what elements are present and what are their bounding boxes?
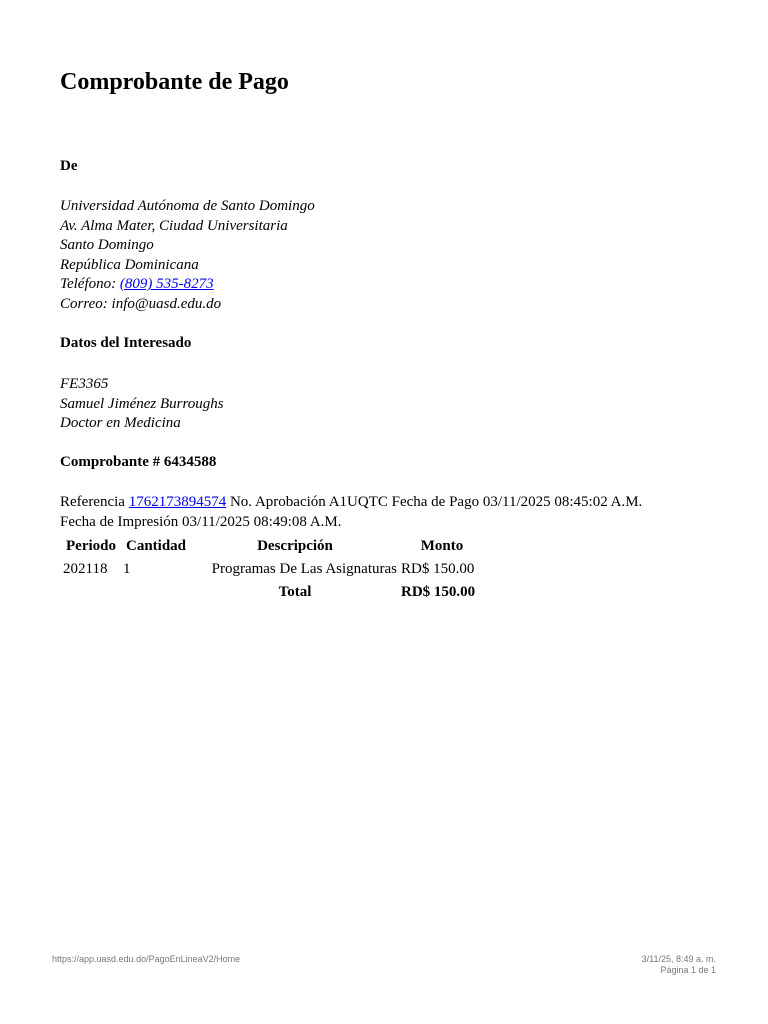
reference-line xyxy=(60,493,720,513)
header-monto: Monto xyxy=(420,538,464,554)
items-table xyxy=(60,534,486,605)
student-code: FE3365 xyxy=(60,376,109,392)
header-descripcion: Descripción xyxy=(257,538,333,554)
total-value: RD$ 150.00 xyxy=(401,584,476,600)
reference-label: Referencia xyxy=(60,494,129,510)
student-program: Doctor en Medicina xyxy=(60,415,181,431)
issuer-name: Universidad Autónoma de Santo Domingo xyxy=(60,198,315,214)
footer-page-number: Página 1 de 1 xyxy=(660,965,716,975)
table-row xyxy=(62,559,484,580)
total-label: Total xyxy=(278,584,312,600)
cell-periodo: 202118 xyxy=(63,561,108,577)
issuer-city: Santo Domingo xyxy=(60,237,154,253)
cell-monto: RD$ 150.00 xyxy=(401,561,475,577)
footer-datetime: 3/11/25, 8:49 a. m. xyxy=(641,954,716,964)
total-row xyxy=(62,582,484,603)
interested-heading: Datos del Interesado xyxy=(60,335,192,351)
approval-and-payment-date: No. Aprobación A1UQTC Fecha de Pago 03/11/2025 08:45:02 A.M. xyxy=(226,494,643,510)
issuer-email-line: Correo: info@uasd.edu.do xyxy=(60,295,222,312)
phone-label: Teléfono: xyxy=(60,276,120,292)
cell-descripcion: Programas De Las Asignaturas xyxy=(211,561,397,577)
print-date: Fecha de Impresión 03/11/2025 08:49:08 A.M. xyxy=(60,513,342,530)
header-periodo: Periodo xyxy=(66,538,116,554)
reference-link[interactable]: 1762173894574 xyxy=(128,494,227,510)
cell-cantidad: 1 xyxy=(123,561,131,577)
header-cantidad: Cantidad xyxy=(125,538,187,554)
table-header-row xyxy=(62,536,484,557)
issuer-country: República Dominicana xyxy=(60,256,199,273)
phone-link[interactable]: (809) 535-8273 xyxy=(119,276,214,292)
receipt-number-heading: Comprobante # 6434588 xyxy=(60,454,217,470)
from-heading: De xyxy=(60,158,78,174)
issuer-address xyxy=(60,197,315,314)
empty-cell xyxy=(62,582,120,603)
empty-cell xyxy=(122,582,190,603)
issuer-phone-line xyxy=(60,275,315,295)
student-name: Samuel Jiménez Burroughs xyxy=(60,395,224,412)
footer-meta xyxy=(642,954,716,976)
footer-url: https://app.uasd.edu.do/PagoEnLineaV2/Home xyxy=(52,954,241,964)
page-title: Comprobante de Pago xyxy=(60,69,289,95)
interested-info xyxy=(60,375,224,434)
reference-block xyxy=(60,493,720,532)
issuer-street: Av. Alma Mater, Ciudad Universitaria xyxy=(60,217,288,234)
